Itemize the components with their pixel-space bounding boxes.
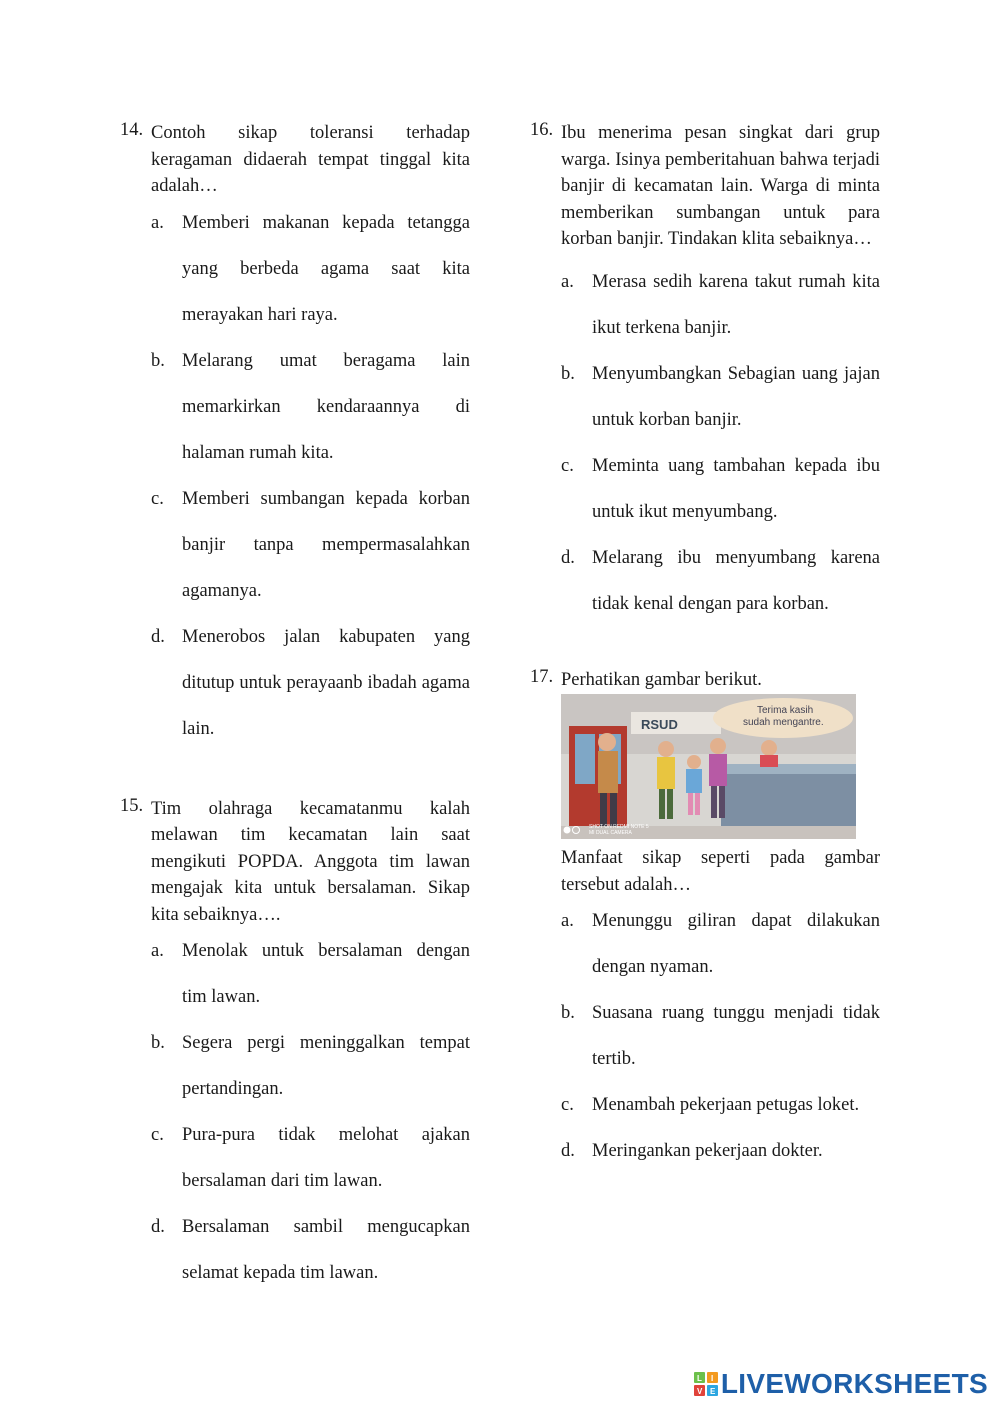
option-a[interactable] bbox=[561, 259, 880, 351]
liveworksheets-logo-text: LIVEWORKSHEETS bbox=[720, 1368, 988, 1399]
option-text: Melarang ibu menyumbang karena tidak kenal dengan para korban. bbox=[592, 547, 880, 614]
option-letter: a. bbox=[151, 941, 164, 961]
option-c[interactable] bbox=[151, 1112, 470, 1204]
option-a[interactable] bbox=[151, 928, 470, 1020]
queue-illustration bbox=[561, 694, 856, 839]
option-letter: b. bbox=[561, 363, 575, 384]
option-letter: a. bbox=[151, 212, 164, 233]
question-14 bbox=[120, 120, 470, 752]
option-letter: c. bbox=[151, 488, 164, 509]
option-a[interactable] bbox=[561, 898, 880, 990]
option-b[interactable] bbox=[151, 1020, 470, 1112]
question-stem: Tim olahraga kecamatanmu kalah melawan tim kecamatan lain saat mengikuti POPDA. Anggota tim lawan mengajak kita untuk bersalaman. Sikap kita sebaiknya…. bbox=[151, 798, 470, 925]
option-b[interactable] bbox=[151, 338, 470, 476]
option-text: Menambah pekerjaan petugas loket. bbox=[592, 1095, 860, 1115]
liveworksheets-logo[interactable] bbox=[694, 1368, 988, 1400]
option-text: Meringankan pekerjaan dokter. bbox=[592, 1141, 823, 1161]
camera-watermark-line-2: MI DUAL CAMERA bbox=[589, 830, 632, 836]
question-stem: Perhatikan gambar berikut. bbox=[561, 669, 762, 690]
option-text: Menunggu giliran dapat dilakukan dengan nyaman. bbox=[592, 911, 880, 977]
option-c[interactable] bbox=[561, 1082, 880, 1128]
svg-text:E: E bbox=[709, 1387, 716, 1396]
svg-text:L: L bbox=[696, 1374, 702, 1383]
option-c[interactable] bbox=[151, 476, 470, 614]
option-b[interactable] bbox=[561, 990, 880, 1082]
option-text: Meminta uang tambahan kepada ibu untuk ikut menyumbang. bbox=[592, 455, 880, 522]
option-text: Melarang umat beragama lain memarkirkan kendaraannya di halaman rumah kita. bbox=[182, 350, 470, 463]
speech-line-1: Terima kasih bbox=[757, 705, 814, 716]
left-column bbox=[120, 120, 470, 1296]
option-letter: d. bbox=[151, 626, 165, 647]
option-letter: b. bbox=[151, 1033, 165, 1053]
option-text: Merasa sedih karena takut rumah kita ikut terkena banjir. bbox=[592, 271, 880, 338]
question-15 bbox=[120, 796, 470, 1297]
option-d[interactable] bbox=[561, 1128, 880, 1174]
rsud-sign: RSUD bbox=[641, 717, 678, 732]
option-a[interactable] bbox=[151, 200, 470, 338]
option-d[interactable] bbox=[151, 1204, 470, 1296]
svg-text:I: I bbox=[710, 1374, 714, 1383]
question-stem: Ibu menerima pesan singkat dari grup warga. Isinya pemberitahuan bahwa terjadi banjir di kecamatan lain. Warga di minta memberikan sumbangan untuk para korban banjir. Tindakan klita sebaiknya… bbox=[561, 123, 880, 249]
option-letter: a. bbox=[561, 911, 574, 931]
option-text: Bersalaman sambil mengucapkan selamat kepada tim lawan. bbox=[182, 1217, 470, 1283]
option-text: Memberi makanan kepada tetangga yang berbeda agama saat kita merayakan hari raya. bbox=[182, 212, 470, 325]
option-text: Menolak untuk bersalaman dengan tim lawan. bbox=[182, 941, 470, 1007]
option-letter: c. bbox=[151, 1125, 164, 1145]
question-stem: Contoh sikap toleransi terhadap keragaman didaerah tempat tinggal kita adalah… bbox=[151, 123, 470, 196]
camera-watermark-line-1: SHOT ON REDMI NOTE 5 bbox=[589, 824, 649, 830]
option-b[interactable] bbox=[561, 351, 880, 443]
option-text: Segera pergi meninggalkan tempat pertandingan. bbox=[182, 1033, 470, 1099]
question-stem-2: Manfaat sikap seperti pada gambar tersebut adalah… bbox=[561, 848, 880, 895]
option-text: Menerobos jalan kabupaten yang ditutup untuk perayaanb ibadah agama lain. bbox=[182, 626, 470, 739]
option-letter: b. bbox=[151, 350, 165, 371]
question-16 bbox=[530, 120, 880, 627]
option-text: Pura-pura tidak melohat ajakan bersalaman dari tim lawan. bbox=[182, 1125, 470, 1191]
speech-line-2: sudah mengantre. bbox=[743, 717, 824, 728]
liveworksheets-logo-icon bbox=[694, 1372, 718, 1396]
question-number: 14. bbox=[120, 120, 144, 140]
queue-illustration-svg bbox=[561, 694, 856, 839]
option-letter: d. bbox=[561, 547, 575, 568]
option-letter: b. bbox=[561, 1003, 575, 1023]
option-letter: d. bbox=[561, 1141, 575, 1161]
option-text: Memberi sumbangan kepada korban banjir tanpa mempermasalahkan agamanya. bbox=[182, 488, 470, 601]
option-c[interactable] bbox=[561, 443, 880, 535]
option-letter: c. bbox=[561, 455, 574, 476]
right-column bbox=[530, 120, 880, 1174]
question-17 bbox=[530, 667, 880, 1175]
option-letter: a. bbox=[561, 271, 574, 292]
question-number: 17. bbox=[530, 666, 554, 687]
option-text: Menyumbangkan Sebagian uang jajan untuk korban banjir. bbox=[592, 363, 880, 430]
option-d[interactable] bbox=[151, 614, 470, 752]
option-letter: c. bbox=[561, 1095, 574, 1115]
option-text: Suasana ruang tunggu menjadi tidak tertib. bbox=[592, 1003, 880, 1069]
question-number: 16. bbox=[530, 120, 554, 140]
svg-text:V: V bbox=[696, 1387, 703, 1396]
option-d[interactable] bbox=[561, 535, 880, 627]
question-number: 15. bbox=[120, 795, 144, 816]
option-letter: d. bbox=[151, 1217, 165, 1237]
